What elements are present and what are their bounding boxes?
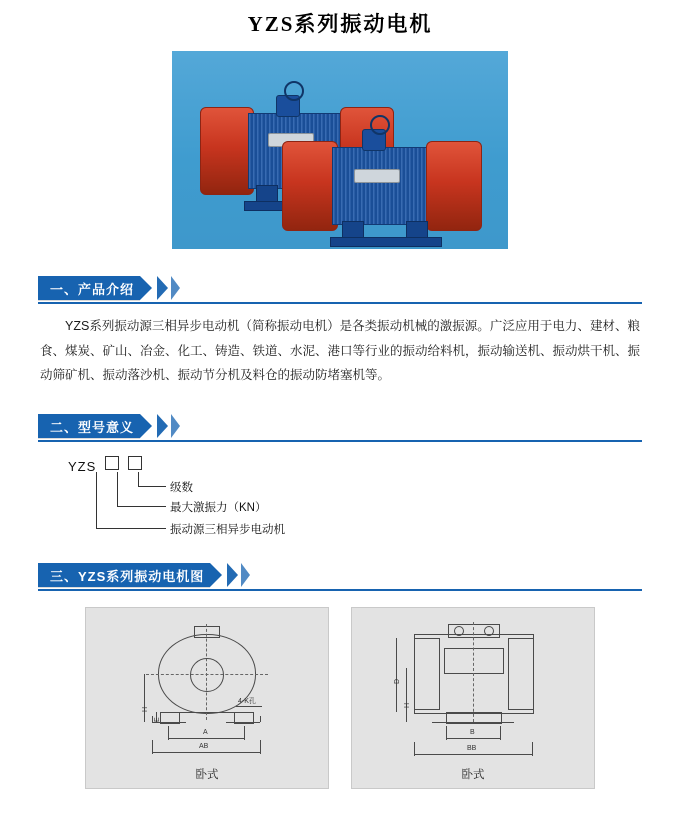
leader-line-2-h (117, 506, 166, 507)
dim-b-line (446, 738, 500, 739)
foot-right-base (226, 722, 260, 723)
weight-cover-left (200, 107, 254, 195)
chevron-icon-2b (171, 414, 180, 438)
cover-left-outline (414, 638, 440, 710)
terminal-box-outline (194, 626, 220, 638)
foot-left-base (152, 722, 186, 723)
center-line-v-2 (473, 622, 474, 722)
dim-h-line-2 (406, 668, 407, 722)
weight-cover-right-2 (426, 141, 482, 231)
motor-housing-2 (332, 147, 434, 225)
dim-ab-line (152, 752, 260, 753)
leader-label-3: 振动源三相异步电动机 (170, 524, 285, 537)
leader-label-1: 级数 (170, 482, 193, 495)
model-code-row (68, 456, 142, 474)
chevron-icon-1 (157, 276, 168, 300)
page-title: YZS系列振动电机 (247, 12, 433, 36)
leader-line-1-h (138, 486, 166, 487)
section-underline-2 (38, 440, 642, 442)
weight-cover-left-2 (282, 141, 338, 231)
section-band-3 (38, 563, 210, 587)
drawing-panel-front (85, 607, 329, 789)
drawing-caption-side: 卧式 (461, 769, 485, 782)
leader-line-3-h (96, 528, 166, 529)
dim-d-line (396, 638, 397, 712)
foot-base-line (432, 722, 514, 723)
drawing-panels (0, 607, 680, 789)
section-label-3: YZS系列振动电机图 (78, 568, 205, 584)
leader-line-2-v (117, 472, 118, 506)
dim-label-bb: BB (467, 745, 477, 753)
inner-detail (444, 648, 504, 674)
dim-bb-tick-l (414, 742, 415, 756)
chevron-icon-3b (241, 563, 250, 587)
dim-label-d: D (394, 679, 401, 685)
model-box-1 (105, 456, 119, 470)
dim-a-tick-r (244, 726, 245, 740)
section-label-1: 产品介绍 (78, 281, 135, 297)
leader-label-2: 最大激振力（KN） (170, 502, 267, 515)
section-header-model-meaning (38, 413, 680, 439)
callout-label-k: 4-K孔 (238, 698, 256, 706)
section-header-product-intro (38, 275, 680, 301)
dim-a-tick-l (168, 726, 169, 740)
dim-label-e: E (154, 717, 161, 723)
model-box-2 (128, 456, 142, 470)
leader-line-1-v (138, 472, 139, 486)
dim-label-a: A (203, 729, 208, 737)
chevron-icon-2 (157, 414, 168, 438)
dim-b-tick-l (446, 726, 447, 740)
lifting-ring (284, 81, 304, 101)
product-intro-paragraph: YZS系列振动源三相异步电动机（简称振动电机）是各类振动机械的激振源。广泛应用于电力、建材、粮食、煤炭、矿山、冶金、化工、铸造、铁道、水泥、港口等行业的振动给料机，振动输送机、振动烘干机、振动筛矿机、振动落沙机、振动节分机及料仓的振动防堵塞机等。 (40, 319, 641, 382)
section-label-2: 型号意义 (78, 419, 135, 435)
model-code-text: YZS (68, 459, 97, 475)
cover-right-outline (508, 638, 534, 710)
section-underline-3 (38, 589, 642, 591)
callout-k-line (236, 706, 262, 707)
drawing-panel-side (351, 607, 595, 789)
dim-label-ab: AB (199, 743, 209, 751)
section-index-2: 二、 (50, 419, 79, 435)
dim-label-h: H (142, 707, 149, 713)
drawing-caption-front: 卧式 (195, 769, 219, 782)
dim-label-b: B (470, 729, 475, 737)
leader-line-3-v (96, 472, 97, 528)
dim-a-line (168, 738, 244, 739)
section-band-2 (38, 414, 140, 438)
dim-ab-tick-r (260, 740, 261, 754)
dim-ab-tick-l (152, 740, 153, 754)
product-photo (172, 51, 508, 249)
dim-label-h-2: H (404, 703, 411, 709)
chevron-icon-3 (227, 563, 238, 587)
foot-right-edge (260, 716, 261, 722)
dim-bb-line (414, 754, 532, 755)
dim-h-line (144, 674, 145, 722)
section-header-drawings (38, 562, 680, 588)
section-band-1 (38, 276, 140, 300)
model-designation-diagram (0, 456, 680, 546)
dim-bb-tick-r (532, 742, 533, 756)
foot-left-edge (152, 716, 153, 722)
base-rail-2 (330, 237, 442, 247)
dim-b-tick-r (500, 726, 501, 740)
nameplate-2 (354, 169, 400, 183)
chevron-icon-1b (171, 276, 180, 300)
section-index-3: 三、 (50, 568, 79, 584)
section-underline-1 (38, 302, 642, 304)
section-index-1: 一、 (50, 281, 79, 297)
